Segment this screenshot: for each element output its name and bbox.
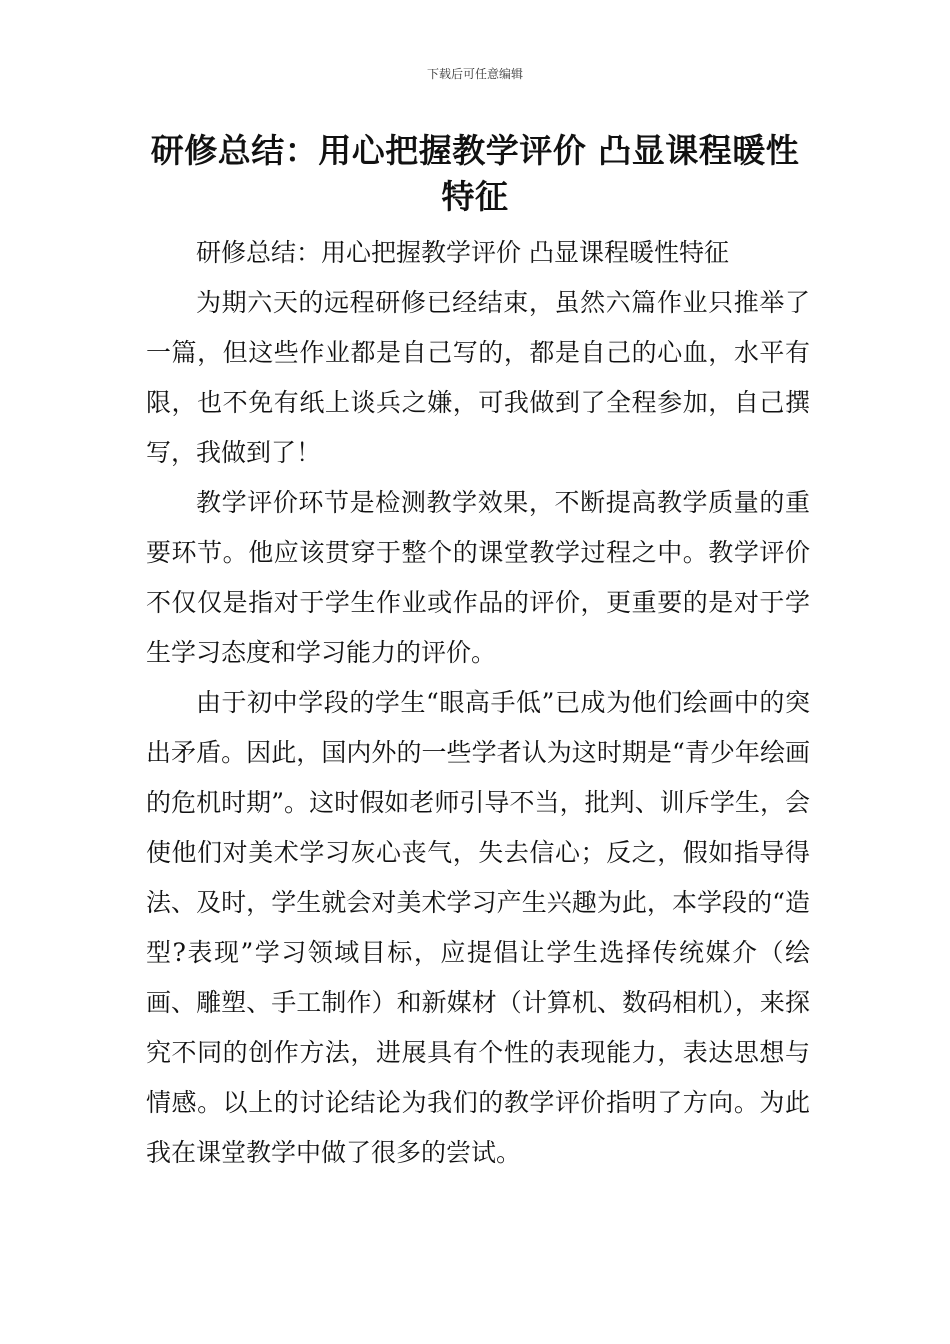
document-subtitle: 研修总结：用心把握教学评价 凸显课程暖性特征: [196, 238, 729, 267]
paragraph-3: 由于初中学段的学生“眼高手低”已成为他们绘画中的突出矛盾。因此，国内外的一些学者认为这时期是“青少年绘画的危机时期”。这时假如老师引导不当，批判、训斥学生，会使他们对美术学习灰心丧气，失去信心；反之，假如指导得法、及时，学生就会对美术学习产生兴趣为此，本学段的“造型?表现”学习领域目标，应提倡让学生选择传统媒介（绘画、雕塑、手工制作）和新媒材（计算机、数码相机），来探究不同的创作方法，进展具有个性的表现能力，表达思想与情感。以上的讨论结论为我们的教学评价指明了方向。为此我在课堂教学中做了很多的尝试。: [146, 688, 810, 1167]
paragraph-2: 教学评价环节是检测教学效果，不断提高教学质量的重要环节。他应该贯穿于整个的课堂教学过程之中。教学评价不仅仅是指对于学生作业或作品的评价，更重要的是对于学生学习态度和学习能力的评价。: [146, 488, 810, 667]
document-body: [146, 228, 810, 1178]
paragraph-1: 为期六天的远程研修已经结束，虽然六篇作业只推举了一篇，但这些作业都是自己写的，都是自己的心血，水平有限，也不免有纸上谈兵之嫌，可我做到了全程参加，自己撰写，我做到了！: [146, 288, 810, 467]
header-note: 下载后可任意编辑: [426, 67, 523, 81]
document-title: 研修总结：用心把握教学评价 凸显课程暖性特征: [150, 131, 800, 216]
